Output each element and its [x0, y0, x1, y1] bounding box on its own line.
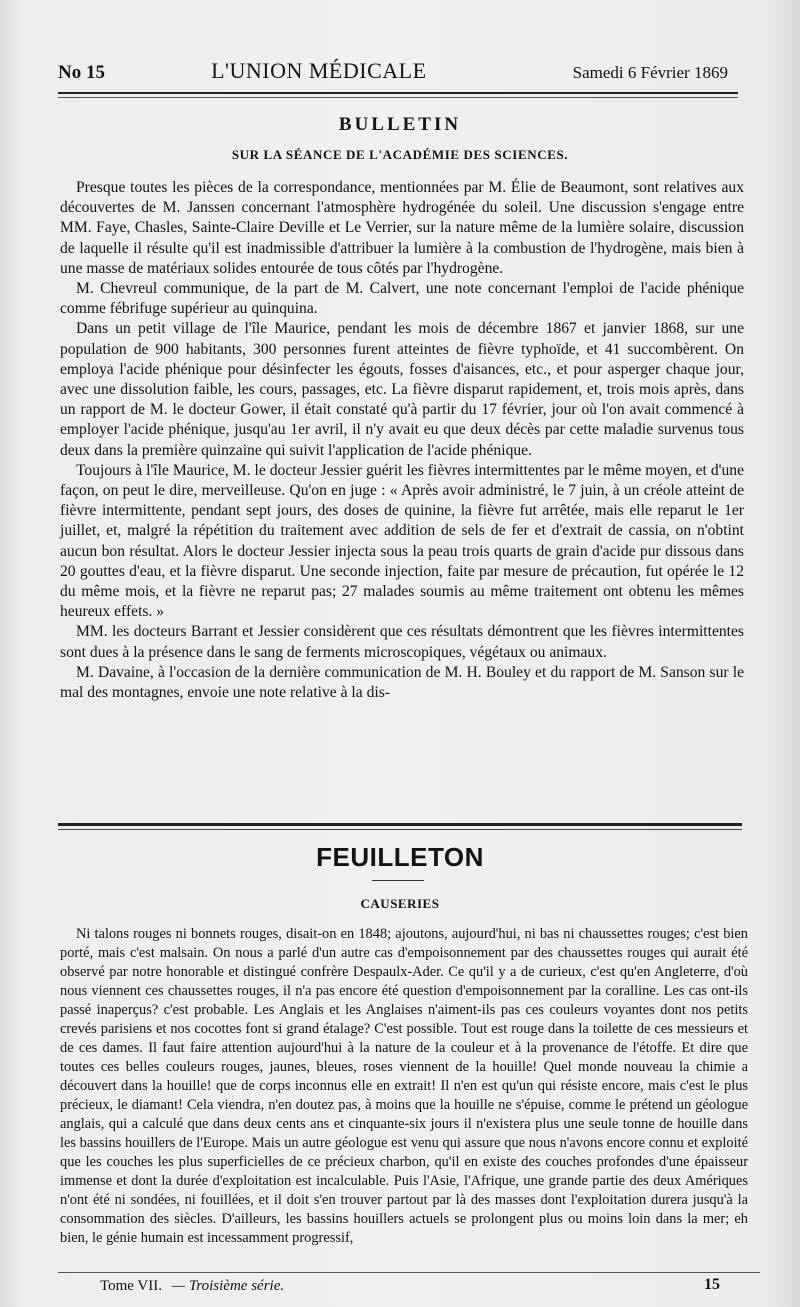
feuilleton-paragraph: Ni talons rouges ni bonnets rouges, disait-on en 1848; ajoutons, aujourd'hui, ni bas ni chaussettes rouges; c'est bien porté, mais c'est malsain. On nous a parlé d'un autre cas d'empoisonnement par des chaussettes rouges qui aurait été observé par notre honorable et distingué confrère Despaulx-Ader. Ce qu'il y a de curieux, c'est qu'en Angleterre, d'où nous viennent ces chaussettes rouges, il n'a pas encore été question d'empoisonnement par la coralline. Les cas ont-ils passé inaperçus? c'est probable. Les Anglais et les Anglaises n'aiment-ils pas ces couleurs voyantes dont nos petits crevés parisiens et nos cocottes font si grand étalage? C'est possible. Tout est rouge dans la toilette de ces messieurs et de ces dames. Il faut faire attention aujourd'hui à la nature de la couleur et à la provenance de l'étoffe. Et dire que toutes ces belles couleurs rouges, jaunes, bleues, roses viennent de la houille! Quel monde nouveau la chimie a découvert dans la houille! que de corps inconnus elle en extrait! Il n'en est qu'un qui résiste encore, mais c'est le plus précieux, le diamant! Cela viendra, n'en doutez pas, à moins que la houille ne s'épuise, comme le prétend un géologue anglais, qui a calculé que dans deux cents ans et cinquante-six jours il n'existera plus une seule tonne de houille dans les bassins houillers de l'Europe. Mais un autre géologue est venu qui assure que nous n'avons encore connu et exploité que les couches les plus superficielles de ce précieux charbon, qu'il en existe des couches profondes d'une épaisseur immense et dont la durée d'exploitation est incalculable. Puis l'Asie, l'Afrique, une grande partie des deux Amériques n'ont été ni sondées, ni fouillées, et il doit s'en trouver partout par là des masses dont l'exploitation durera jusqu'à la consommation des siècles. D'ailleurs, les bassins houillers actuels se prolongent plus ou moins loin dans la mer; eh bien, le génie humain est incessamment progressif,: [60, 926, 748, 1246]
footer-tome: Tome VII.: [100, 1278, 162, 1294]
bulletin-paragraph: M. Chevreul communique, de la part de M. Calvert, une note concernant l'emploi de l'acide phénique comme fébrifuge supérieur au quinquina.: [60, 280, 744, 318]
feuilleton-subtitle: CAUSERIES: [360, 896, 440, 911]
issue-date: Samedi 6 Février 1869: [572, 63, 728, 82]
footer-serie: — Troisième série.: [171, 1278, 285, 1294]
bulletin-title: BULLETIN: [338, 114, 462, 135]
bulletin-paragraph: Dans un petit village de l'île Maurice, pendant les mois de décembre 1867 et janvier 1868, sur une population de 900 habitants, 300 personnes furent atteintes de fièvre typhoïde, et 41 succombèrent. On employa l'acide phénique pour désinfecter les égouts, fosses d'aisances, etc., et pour asperger chaque jour, avec une dissolution faible, les cours, passages, etc. La fièvre disparut rapidement, et, trois mois après, dans un rapport de M. le docteur Gower, il était constaté qu'à partir du 17 février, jour où l'on avait commencé à employer l'acide phénique, jusqu'au 1er avril, il n'y avait eu que deux décès par cette maladie survenus tous deux dans la première quinzaine qui suivit l'application de l'acide phénique.: [60, 320, 744, 459]
journal-title: L'UNION MÉDICALE: [211, 58, 427, 83]
section-divider: [58, 823, 742, 826]
bulletin-paragraph: Presque toutes les pièces de la correspondance, mentionnées par M. Élie de Beaumont, sont relatives aux découvertes de M. Janssen concernant l'atmosphère hydrogénée du soleil. Une discussion s'engage entre MM. Faye, Chasles, Sainte-Claire Deville et Le Verrier, sur la nature même de la lumière solaire, discussion de laquelle il résulte qu'il est inadmissible d'attribuer la lumière à la combustion de l'hydrogène, mais bien à une masse de matériaux solides entourée de tous côtés par l'hydrogène.: [60, 179, 744, 277]
feuilleton-title: FEUILLETON: [316, 842, 484, 872]
header-rule: [58, 92, 738, 94]
sheet-signature: 15: [704, 1276, 720, 1293]
section-divider-thin: [58, 829, 742, 830]
bulletin-paragraph: MM. les docteurs Barrant et Jessier considèrent que ces résultats démontrent que les fièvres intermittentes sont dues à la présence dans le sang de ferments microscopiques, végétaux ou animaux.: [60, 623, 744, 661]
header-rule-thin: [58, 97, 738, 98]
feuilleton-body: [60, 925, 748, 1248]
footer-rule: [58, 1272, 760, 1273]
page-header: [58, 58, 728, 88]
page-footer: [100, 1278, 284, 1295]
bulletin-body: [60, 178, 744, 703]
bulletin-paragraph: M. Davaine, à l'occasion de la dernière communication de M. H. Bouley et du rapport de M. Sanson sur le mal des montagnes, envoie une note relative à la dis-: [60, 663, 744, 702]
issue-number: No 15: [58, 62, 105, 83]
bulletin-paragraph: Toujours à l'île Maurice, M. le docteur Jessier guérit les fièvres intermittentes par le même moyen, et d'une façon, on peut le dire, merveilleuse. Qu'on en juge : « Après avoir administré, le 7 juin, à un créole atteint de fièvre intermittente, pendant sept jours, des doses de quinine, la fièvre fut arrêtée, mais elle reparut le 1er juillet, et, malgré la répétition du traitement avec addition de sels de fer et d'extrait de cassia, on n'obtint aucun bon résultat. Alors le docteur Jessier injecta sous la peau trois quarts de grain d'acide pur dissous dans 20 gouttes d'eau, et la fièvre disparut. Une seconde injection, faite par mesure de précaution, fut opérée le 12 du même mois, et la fièvre ne reparut pas; 27 malades soumis au même traitement ont obtenu les mêmes heureux effets. »: [60, 461, 744, 621]
feuilleton-rule: [372, 880, 424, 881]
bulletin-subtitle: SUR LA SÉANCE DE L'ACADÉMIE DES SCIENCES.: [231, 147, 569, 162]
